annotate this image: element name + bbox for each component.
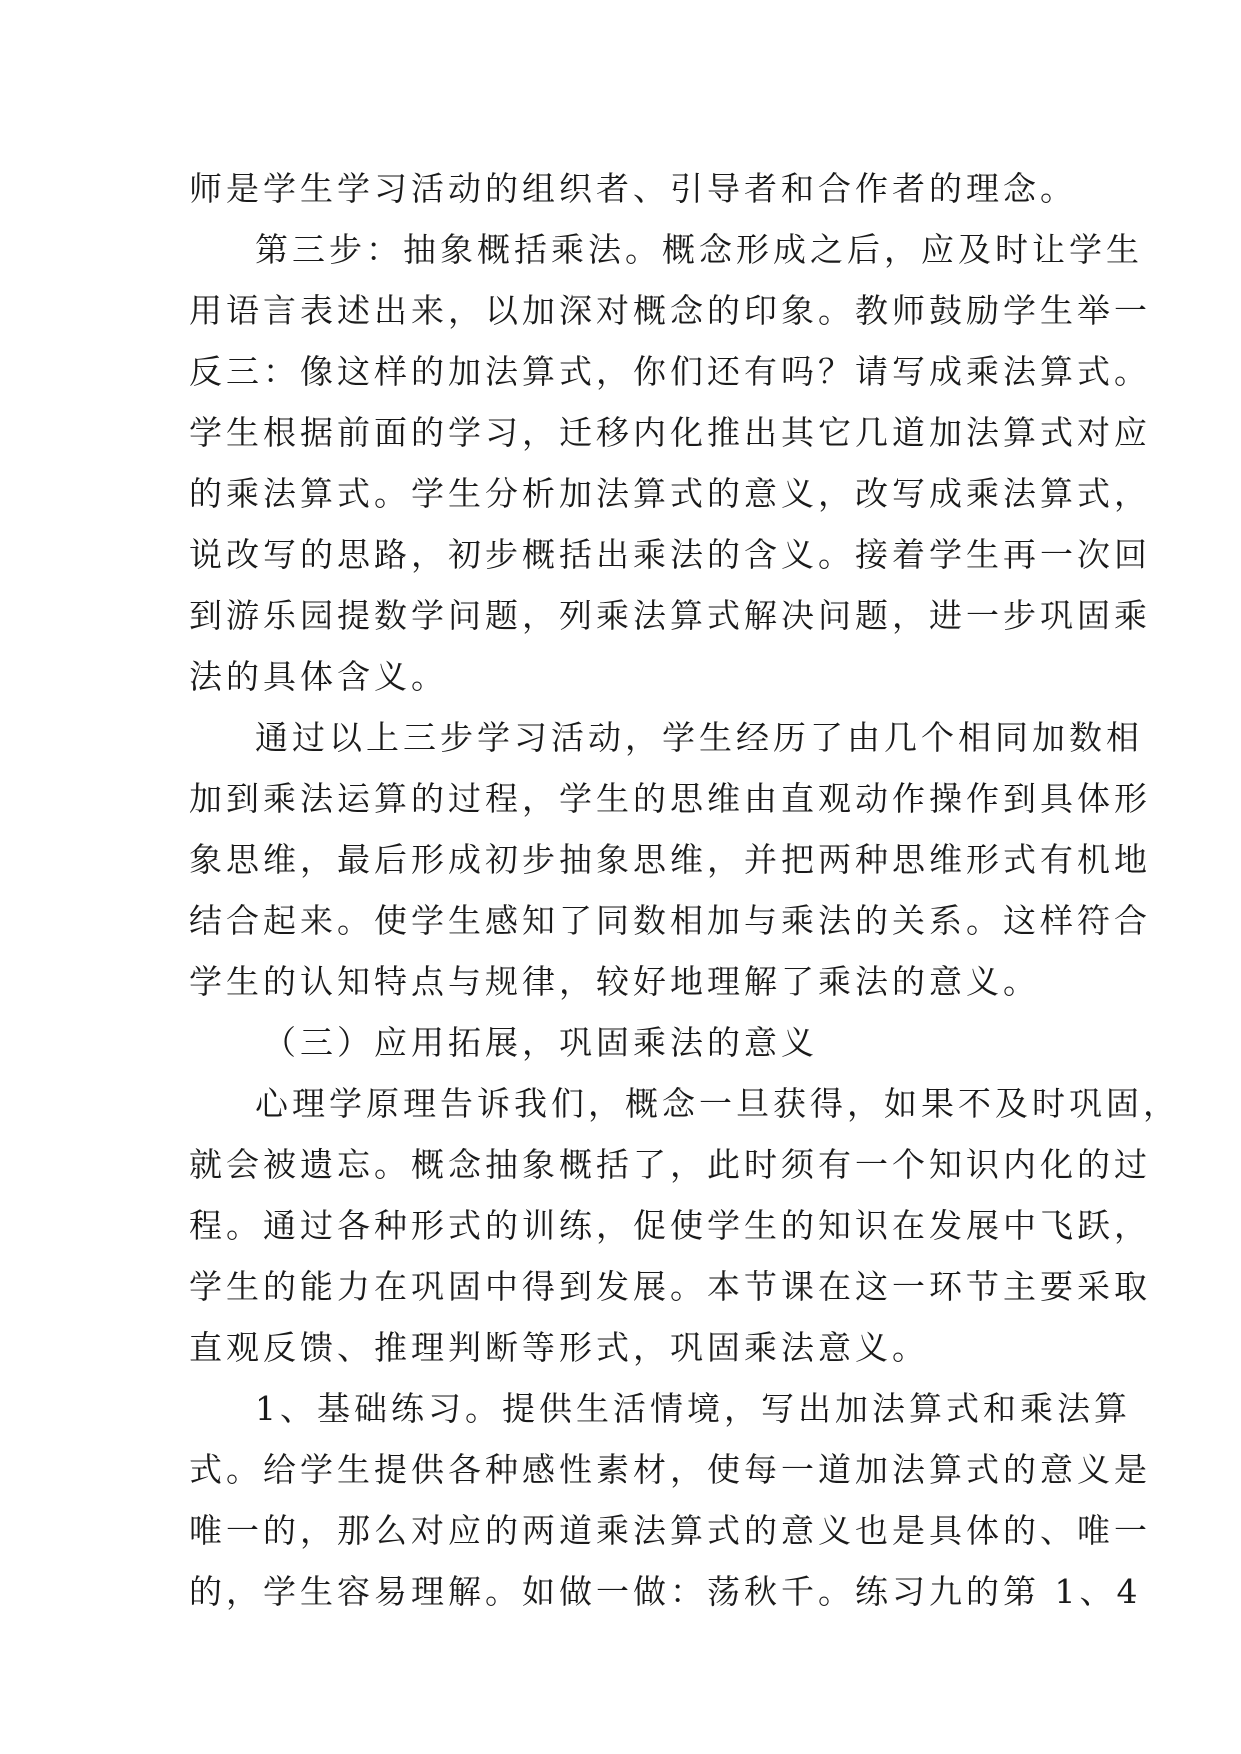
text-line: 学生根据前面的学习，迁移内化推出其它几道加法算式对应 bbox=[189, 413, 1151, 452]
text-line: 用语言表述出来，以加深对概念的印象。教师鼓励学生举一 bbox=[189, 291, 1151, 330]
text-line: 唯一的，那么对应的两道乘法算式的意义也是具体的、唯一 bbox=[189, 1511, 1151, 1550]
text-line: 学生的认知特点与规律，较好地理解了乘法的意义。 bbox=[189, 962, 1040, 1001]
text-line: 说改写的思路，初步概括出乘法的含义。接着学生再一次回 bbox=[189, 535, 1151, 574]
text-line: 加到乘法运算的过程，学生的思维由直观动作操作到具体形 bbox=[189, 779, 1151, 818]
text-line: 反三：像这样的加法算式，你们还有吗？请写成乘法算式。 bbox=[189, 352, 1151, 391]
text-line: 结合起来。使学生感知了同数相加与乘法的关系。这样符合 bbox=[189, 901, 1151, 940]
text-line: 直观反馈、推理判断等形式，巩固乘法意义。 bbox=[189, 1328, 929, 1367]
text-line: 的，学生容易理解。如做一做：荡秋千。练习九的第 1、4 bbox=[189, 1572, 1142, 1611]
text-line: 的乘法算式。学生分析加法算式的意义，改写成乘法算式， bbox=[189, 474, 1151, 513]
text-line: 师是学生学习活动的组织者、引导者和合作者的理念。 bbox=[189, 169, 1077, 208]
section-heading: （三）应用拓展，巩固乘法的意义 bbox=[263, 1023, 818, 1062]
text-line: 式。给学生提供各种感性素材，使每一道加法算式的意义是 bbox=[189, 1450, 1151, 1489]
text-line: 第三步：抽象概括乘法。概念形成之后，应及时让学生 bbox=[255, 230, 1143, 269]
text-line: 心理学原理告诉我们，概念一旦获得，如果不及时巩固， bbox=[255, 1084, 1180, 1123]
text-line: 程。通过各种形式的训练，促使学生的知识在发展中飞跃， bbox=[189, 1206, 1151, 1245]
text-line: 通过以上三步学习活动，学生经历了由几个相同加数相 bbox=[255, 718, 1143, 757]
text-line: 法的具体含义。 bbox=[189, 657, 448, 696]
text-line: 学生的能力在巩固中得到发展。本节课在这一环节主要采取 bbox=[189, 1267, 1151, 1306]
text-line: 1、基础练习。提供生活情境，写出加法算式和乘法算 bbox=[255, 1389, 1131, 1428]
text-line: 就会被遗忘。概念抽象概括了，此时须有一个知识内化的过 bbox=[189, 1145, 1151, 1184]
text-line: 象思维，最后形成初步抽象思维，并把两种思维形式有机地 bbox=[189, 840, 1151, 879]
text-line: 到游乐园提数学问题，列乘法算式解决问题，进一步巩固乘 bbox=[189, 596, 1151, 635]
document-body bbox=[189, 158, 1180, 1622]
